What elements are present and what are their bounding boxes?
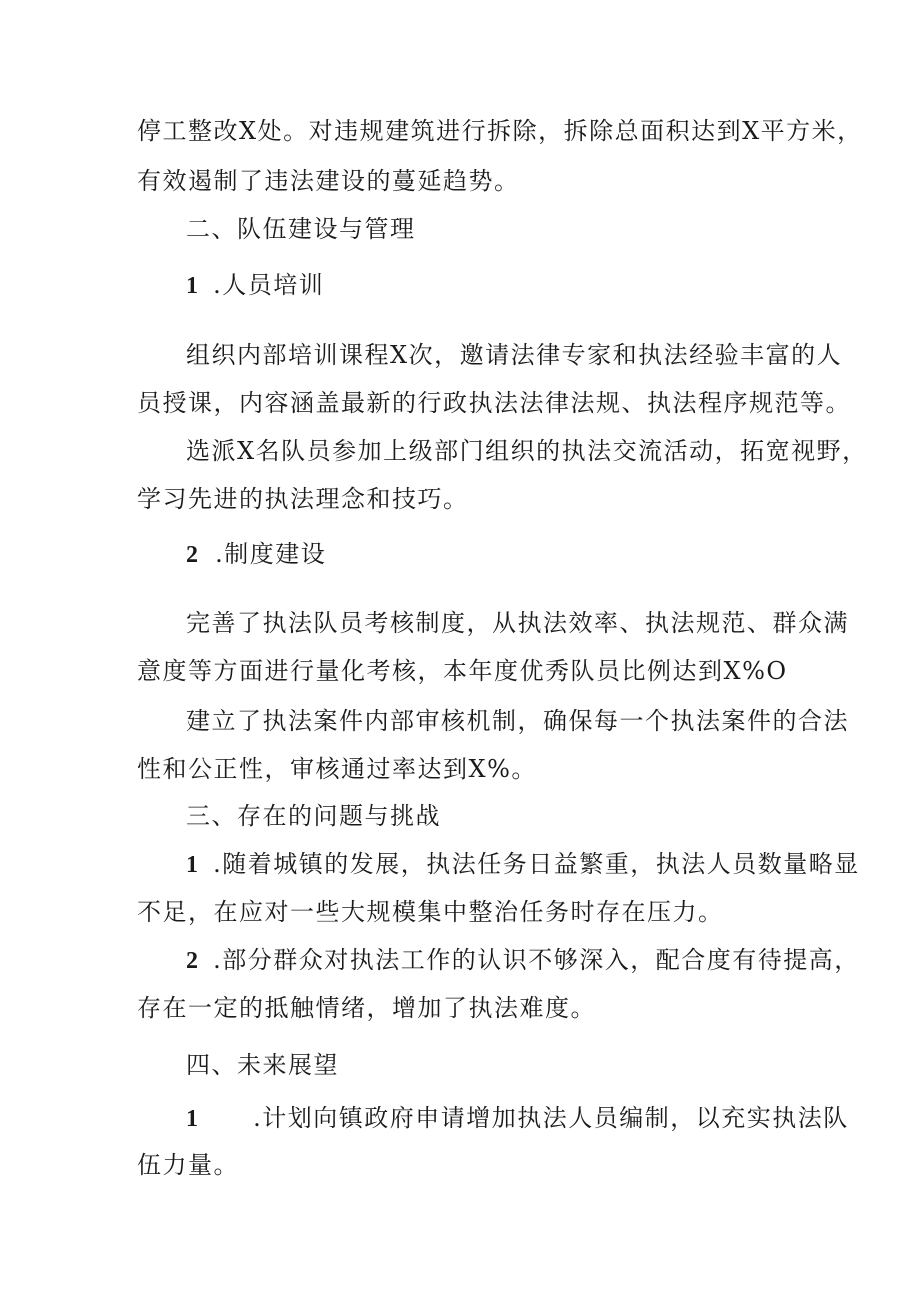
item-text: .计划向镇政府申请增加执法人员编制，以充实执法队: [253, 1104, 849, 1132]
paragraph-line: 意度等方面进行量化考核，本年度优秀队员比例达到X%O: [137, 657, 788, 685]
item-number: 2: [186, 948, 198, 974]
item-text: .部分群众对执法工作的认识不够深入，配合度有待提高，: [213, 946, 860, 974]
list-item: [186, 849, 860, 880]
paragraph-line: 性和公正性，审核通过率达到X%。: [137, 755, 537, 783]
list-item: [186, 945, 860, 976]
paragraph-line: 停工整改X处。对违规建筑进行拆除，拆除总面积达到X平方米，: [137, 117, 863, 145]
paragraph-line: 学习先进的执法理念和技巧。: [137, 485, 469, 513]
paragraph-line: 不足，在应对一些大规模集中整治任务时存在压力。: [137, 898, 724, 926]
list-item: [186, 1103, 849, 1134]
item-title: .制度建设: [215, 540, 327, 568]
subheading-personnel-training: [186, 270, 324, 301]
section-heading-3: 三、存在的问题与挑战: [186, 802, 441, 830]
item-number: 1: [186, 852, 198, 878]
subheading-system-building: [186, 539, 326, 570]
section-heading-2: 二、队伍建设与管理: [186, 215, 416, 243]
paragraph-line: 有效遏制了违法建设的蔓延趋势。: [137, 167, 520, 195]
item-number: 1: [186, 1106, 198, 1132]
paragraph-line: 员授课，内容涵盖最新的行政执法法律法规、执法程序规范等。: [137, 389, 851, 417]
item-title: .人员培训: [213, 271, 325, 299]
item-text: .随着城镇的发展，执法任务日益繁重，执法人员数量略显: [213, 850, 860, 878]
paragraph-line: 选派X名队员参加上级部门组织的执法交流活动，拓宽视野，: [186, 437, 868, 465]
item-number: 2: [186, 542, 198, 568]
paragraph-line: 完善了执法队员考核制度，从执法效率、执法规范、群众满: [186, 609, 849, 637]
section-heading-4: 四、未来展望: [186, 1051, 339, 1079]
item-number: 1: [186, 273, 198, 299]
paragraph-line: 伍力量。: [137, 1151, 239, 1179]
paragraph-line: 存在一定的抵触情绪，增加了执法难度。: [137, 994, 596, 1022]
paragraph-line: 组织内部培训课程X次，邀请法律专家和执法经验丰富的人: [186, 341, 843, 369]
paragraph-line: 建立了执法案件内部审核机制，确保每一个执法案件的合法: [186, 707, 849, 735]
